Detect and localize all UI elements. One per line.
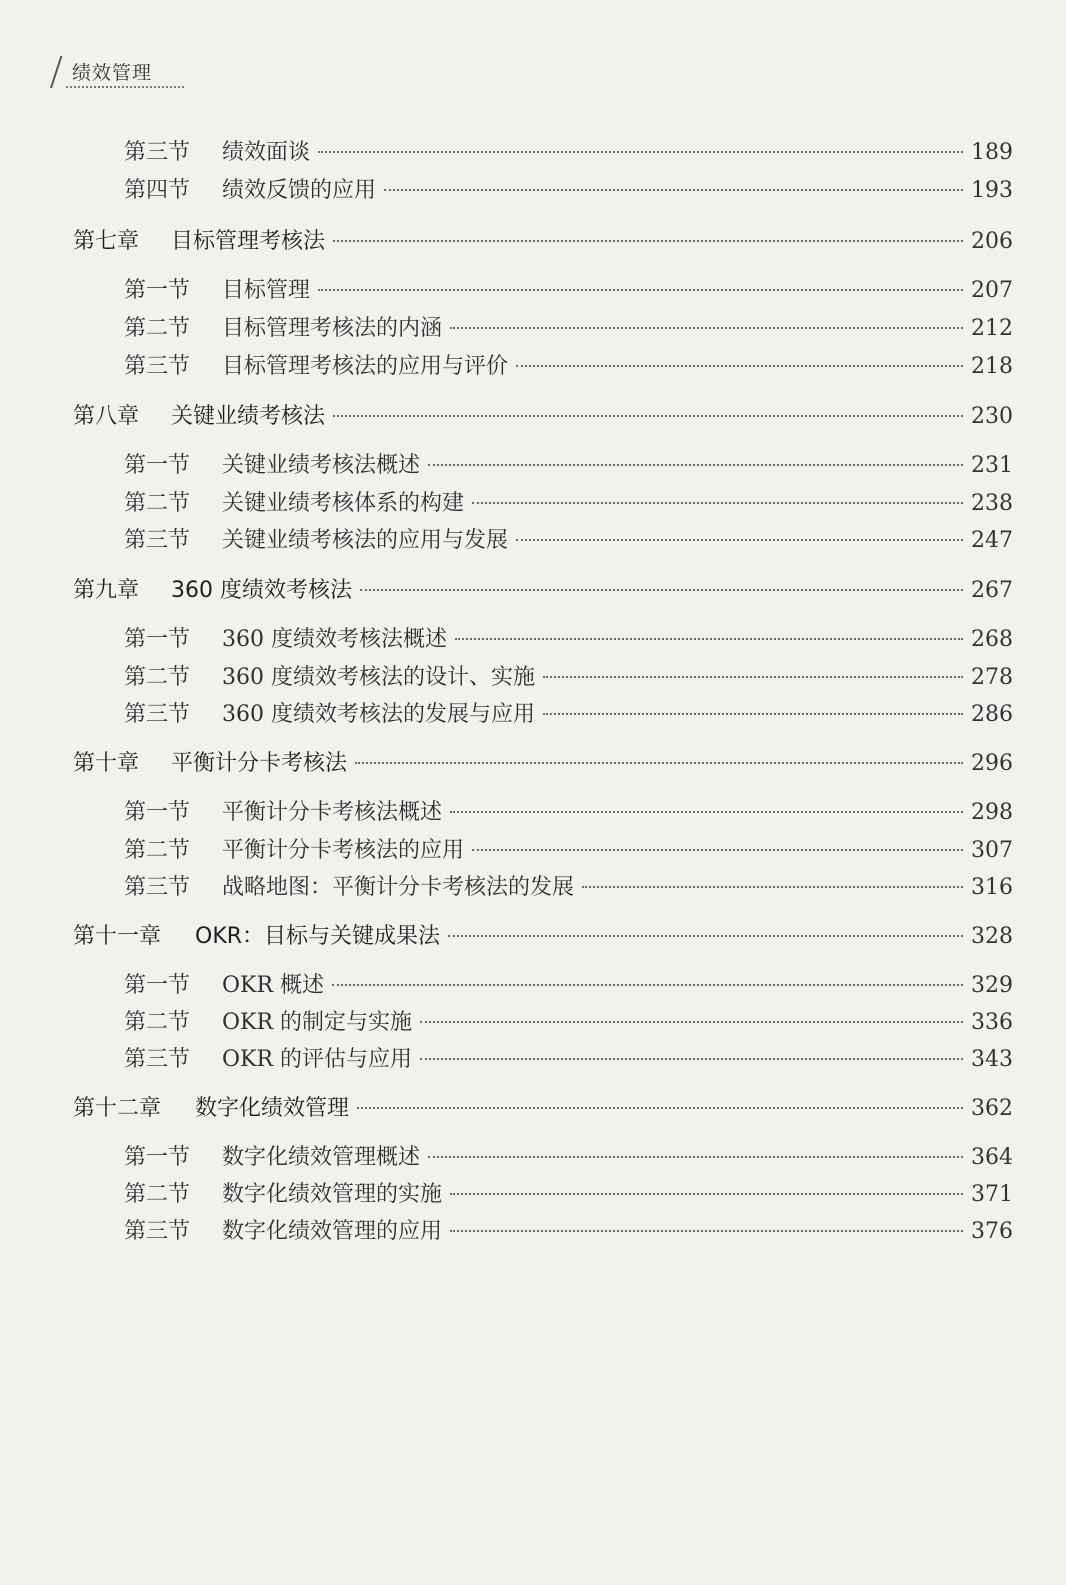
toc-leader-dots: [582, 886, 963, 888]
toc-entry-number: 第二节: [124, 1182, 191, 1207]
toc-leader-dots: [450, 1230, 963, 1232]
toc-leader-dots: [332, 984, 963, 986]
toc-chapter-number: 第八章: [73, 404, 140, 429]
toc-entry-page: 286: [971, 702, 1013, 727]
toc-entry-title: 平衡计分卡考核法的应用: [222, 838, 465, 863]
toc-entry-page: 247: [971, 528, 1013, 553]
toc-entry-number: 第一节: [124, 627, 191, 652]
running-header-title: 绩效管理: [72, 62, 153, 84]
toc-entry: [124, 1006, 1013, 1040]
toc-leader-dots: [450, 327, 963, 329]
toc-entry-number: 第三节: [124, 354, 191, 379]
toc-chapter-title: 关键业绩考核法: [171, 404, 326, 429]
toc-entry: [124, 871, 1013, 905]
toc-entry-title: 目标管理考核法的应用与评价: [222, 354, 509, 379]
toc-chapter-number: 第十二章: [73, 1096, 162, 1121]
toc-entry: [124, 834, 1013, 868]
toc-chapter-title: 数字化绩效管理: [195, 1096, 350, 1121]
toc-entry-page: 278: [971, 665, 1013, 690]
toc-entry-title: 数字化绩效管理的应用: [222, 1219, 443, 1244]
toc-entry-page: 343: [971, 1047, 1013, 1072]
toc-entry-page: 371: [971, 1182, 1013, 1207]
toc-entry-title: 数字化绩效管理概述: [222, 1145, 421, 1170]
toc-chapter-entry: [73, 747, 1013, 781]
toc-entry-title: OKR 概述: [222, 973, 325, 998]
toc-entry-title: 关键业绩考核法概述: [222, 453, 421, 478]
toc-leader-dots: [355, 762, 963, 764]
toc-entry-number: 第一节: [124, 278, 191, 303]
toc-leader-dots: [384, 189, 963, 191]
toc-leader-dots: [318, 151, 963, 153]
toc-entry-title: 目标管理: [222, 278, 311, 303]
toc-entry: [124, 274, 1013, 308]
toc-chapter-page: 328: [971, 924, 1013, 949]
toc-entry-title: 360 度绩效考核法概述: [222, 627, 447, 652]
toc-chapter-page: 267: [971, 578, 1013, 603]
toc-entry: [124, 312, 1013, 346]
toc-chapter-title: 平衡计分卡考核法: [171, 751, 348, 776]
toc-entry-number: 第二节: [124, 316, 191, 341]
toc-entry-page: 193: [971, 178, 1013, 203]
toc-chapter-number: 第十一章: [73, 924, 162, 949]
toc-chapter-page: 230: [971, 404, 1013, 429]
toc-leader-dots: [450, 1193, 963, 1195]
toc-leader-dots: [516, 365, 963, 367]
toc-chapter-number: 第九章: [73, 578, 140, 603]
toc-entry-page: 218: [971, 354, 1013, 379]
toc-entry-number: 第三节: [124, 875, 191, 900]
toc-entry-title: 360 度绩效考核法的发展与应用: [222, 702, 535, 727]
toc-entry-number: 第一节: [124, 1145, 191, 1170]
toc-entry: [124, 1178, 1013, 1212]
toc-entry-page: 238: [971, 491, 1013, 516]
toc-entry: [124, 1043, 1013, 1077]
toc-leader-dots: [472, 849, 963, 851]
toc-entry: [124, 136, 1013, 170]
toc-leader-dots: [420, 1058, 963, 1060]
toc-chapter-entry: [73, 1092, 1013, 1126]
toc-entry-page: 212: [971, 316, 1013, 341]
toc-entry-page: 316: [971, 875, 1013, 900]
toc-entry-number: 第四节: [124, 178, 191, 203]
toc-leader-dots: [333, 240, 963, 242]
toc-chapter-entry: [73, 225, 1013, 259]
toc-leader-dots: [472, 502, 963, 504]
toc-entry-page: 189: [971, 140, 1013, 165]
toc-leader-dots: [543, 713, 963, 715]
toc-chapter-entry: [73, 574, 1013, 608]
toc-entry: [124, 661, 1013, 695]
toc-entry-title: OKR 的评估与应用: [222, 1047, 413, 1072]
toc-entry-page: 231: [971, 453, 1013, 478]
toc-entry-number: 第二节: [124, 838, 191, 863]
toc-entry-title: 目标管理考核法的内涵: [222, 316, 443, 341]
toc-entry-page: 268: [971, 627, 1013, 652]
toc-chapter-title: 目标管理考核法: [171, 229, 326, 254]
toc-entry: [124, 524, 1013, 558]
toc-leader-dots: [357, 1107, 963, 1109]
toc-entry: [124, 1141, 1013, 1175]
toc-entry: [124, 487, 1013, 521]
toc-leader-dots: [455, 638, 963, 640]
toc-entry-title: 数字化绩效管理的实施: [222, 1182, 443, 1207]
toc-entry: [124, 623, 1013, 657]
toc-leader-dots: [360, 589, 963, 591]
toc-leader-dots: [428, 464, 963, 466]
toc-leader-dots: [448, 935, 963, 937]
toc-entry-title: 360 度绩效考核法的设计、实施: [222, 665, 535, 690]
toc-chapter-title: 360 度绩效考核法: [171, 578, 352, 603]
toc-entry: [124, 698, 1013, 732]
toc-entry: [124, 174, 1013, 208]
toc-entry-number: 第三节: [124, 1047, 191, 1072]
toc-entry-number: 第一节: [124, 800, 191, 825]
toc-entry-title: 绩效反馈的应用: [222, 178, 377, 203]
toc-entry-number: 第三节: [124, 528, 191, 553]
toc-chapter-number: 第七章: [73, 229, 140, 254]
toc-entry-page: 298: [971, 800, 1013, 825]
toc-leader-dots: [420, 1021, 963, 1023]
toc-chapter-title: OKR：目标与关键成果法: [195, 924, 441, 949]
toc-entry-page: 364: [971, 1145, 1013, 1170]
toc-leader-dots: [428, 1156, 963, 1158]
toc-entry-page: 307: [971, 838, 1013, 863]
toc-entry-page: 329: [971, 973, 1013, 998]
toc-entry-number: 第三节: [124, 702, 191, 727]
toc-chapter-page: 206: [971, 229, 1013, 254]
toc-leader-dots: [516, 539, 963, 541]
toc-entry-title: 平衡计分卡考核法概述: [222, 800, 443, 825]
toc-entry-page: 336: [971, 1010, 1013, 1035]
toc-entry: [124, 449, 1013, 483]
toc-chapter-number: 第十章: [73, 751, 140, 776]
toc-chapter-page: 362: [971, 1096, 1013, 1121]
toc-entry: [124, 350, 1013, 384]
toc-entry-number: 第三节: [124, 140, 191, 165]
toc-entry: [124, 796, 1013, 830]
toc-leader-dots: [333, 415, 963, 417]
toc-entry-title: 战略地图：平衡计分卡考核法的发展: [222, 875, 575, 900]
toc-leader-dots: [543, 676, 963, 678]
toc-entry-number: 第二节: [124, 1010, 191, 1035]
toc-entry: [124, 969, 1013, 1003]
toc-entry-title: OKR 的制定与实施: [222, 1010, 413, 1035]
toc-chapter-entry: [73, 400, 1013, 434]
toc-entry-number: 第一节: [124, 973, 191, 998]
toc-entry-title: 绩效面谈: [222, 140, 311, 165]
toc-entry-page: 376: [971, 1219, 1013, 1244]
toc-entry-title: 关键业绩考核法的应用与发展: [222, 528, 509, 553]
toc-leader-dots: [450, 811, 963, 813]
toc-entry-page: 207: [971, 278, 1013, 303]
toc-leader-dots: [318, 289, 963, 291]
toc-entry: [124, 1215, 1013, 1249]
toc-chapter-page: 296: [971, 751, 1013, 776]
toc-entry-number: 第二节: [124, 665, 191, 690]
toc-chapter-entry: [73, 920, 1013, 954]
toc-entry-number: 第一节: [124, 453, 191, 478]
toc-entry-number: 第二节: [124, 491, 191, 516]
toc-entry-title: 关键业绩考核体系的构建: [222, 491, 465, 516]
toc-entry-number: 第三节: [124, 1219, 191, 1244]
